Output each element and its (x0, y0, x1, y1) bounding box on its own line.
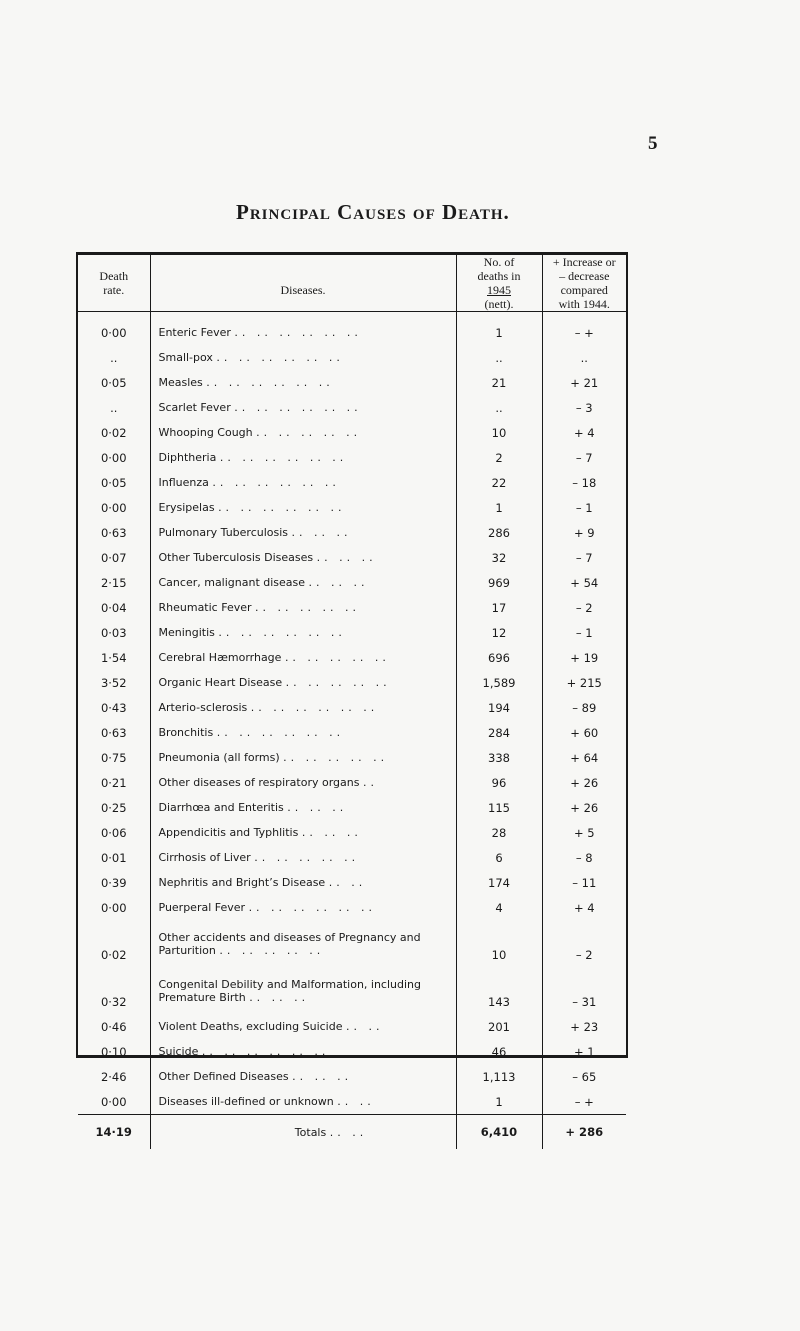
change-cell: – 1 (542, 620, 626, 645)
table-row (78, 920, 626, 967)
disease-name: Cerebral Hæmorrhage (158, 651, 282, 664)
table-header-row (78, 255, 626, 312)
disease-name: Suicide (158, 1045, 199, 1058)
change-cell: – + (542, 312, 626, 346)
deaths-cell: .. (456, 395, 542, 420)
leader-dots: .. .. .. (287, 801, 348, 814)
leader-dots: .. .. (328, 876, 367, 889)
death-rate-cell: 0·00 (100, 325, 127, 340)
deaths-cell: 28 (456, 820, 542, 845)
table-row (78, 895, 626, 920)
page-title: Principal Causes of Death. (236, 200, 510, 224)
disease-name: Violent Deaths, excluding Suicide (158, 1020, 343, 1033)
deaths-cell: 143 (456, 967, 542, 1014)
table-row (78, 1039, 626, 1064)
change-cell: – 11 (542, 870, 626, 895)
change-cell: – 2 (542, 595, 626, 620)
change-cell: + 26 (542, 795, 626, 820)
disease-name: Puerperal Fever (158, 901, 246, 914)
disease-cell (150, 967, 456, 1014)
totals-label: Totals (294, 1125, 327, 1139)
disease-cell (150, 1089, 456, 1115)
deaths-cell: 22 (456, 470, 542, 495)
leader-dots: .. .. .. (291, 526, 352, 539)
leader-dots: .. .. .. .. .. .. (216, 726, 345, 739)
disease-cell (150, 345, 456, 370)
table-row (78, 470, 626, 495)
disease-cell (150, 1014, 456, 1039)
deaths-cell: 286 (456, 520, 542, 545)
disease-cell (150, 545, 456, 570)
change-cell: – 8 (542, 845, 626, 870)
death-rate-cell: 0·04 (100, 600, 127, 615)
change-cell: – 3 (542, 395, 626, 420)
disease-name: Erysipelas (158, 501, 215, 514)
leader-dots: .. .. .. .. .. (285, 676, 391, 689)
death-rate-cell: 0·05 (100, 475, 127, 490)
disease-name: Pulmonary Tuberculosis (158, 526, 289, 539)
leader-dots: .. .. .. (301, 826, 362, 839)
death-rate-cell: .. (110, 400, 118, 415)
causes-of-death-table (76, 252, 628, 1139)
table-row (78, 595, 626, 620)
leader-dots: .. .. .. .. .. .. (234, 326, 362, 339)
change-cell: + 21 (542, 370, 626, 395)
table-row (78, 620, 626, 645)
table-row (78, 670, 626, 695)
change-cell: + 64 (542, 745, 626, 770)
change-cell: – 7 (542, 545, 626, 570)
disease-name: Cirrhosis of Liver (158, 851, 251, 864)
table-row (78, 495, 626, 520)
disease-cell (150, 720, 456, 745)
table-row (78, 370, 626, 395)
table-row (78, 395, 626, 420)
deaths-cell: 2 (456, 445, 542, 470)
disease-name: Influenza (158, 476, 209, 489)
change-cell: – 65 (542, 1064, 626, 1089)
disease-cell (150, 845, 456, 870)
change-cell: + 215 (542, 670, 626, 695)
disease-name: Cancer, malignant disease (158, 576, 306, 589)
disease-cell (150, 870, 456, 895)
leader-dots: .. .. .. (308, 576, 369, 589)
death-rate-cell: 0·00 (100, 500, 127, 515)
death-rate-cell: 3·52 (100, 675, 127, 690)
table-row (78, 870, 626, 895)
change-cell: – 7 (542, 445, 626, 470)
death-rate-cell: 2·15 (100, 575, 127, 590)
change-cell: – 2 (542, 920, 626, 967)
leader-dots: .. .. .. .. .. .. (206, 376, 334, 389)
deaths-cell: 115 (456, 795, 542, 820)
death-rate-cell: 0·00 (100, 900, 127, 915)
death-rate-cell: 0·06 (100, 825, 127, 840)
totals-row (78, 1115, 626, 1150)
change-cell: – 31 (542, 967, 626, 1014)
deaths-cell: 284 (456, 720, 542, 745)
disease-name: Diarrhœa and Enteritis (158, 801, 284, 814)
disease-cell (150, 370, 456, 395)
death-rate-cell: 0·02 (100, 425, 127, 440)
change-cell: + 4 (542, 420, 626, 445)
deaths-cell: 1 (456, 312, 542, 346)
deaths-cell: 21 (456, 370, 542, 395)
leader-dots: .. .. .. .. .. .. (212, 476, 340, 489)
disease-cell (150, 670, 456, 695)
header-change: + Increase or – decrease compared with 1944. (542, 255, 626, 312)
leader-dots: .. .. .. .. .. .. (218, 501, 346, 514)
disease-name: Nephritis and Bright’s Disease (158, 876, 326, 889)
disease-cell (150, 520, 456, 545)
deaths-cell: 96 (456, 770, 542, 795)
table-row (78, 795, 626, 820)
death-rate-cell: 1·54 (100, 650, 127, 665)
disease-name: Arterio-sclerosis (158, 701, 248, 714)
death-rate-cell: 0·01 (100, 850, 127, 865)
death-rate-cell: 0·39 (100, 875, 127, 890)
total-deaths: 6,410 (456, 1115, 542, 1150)
death-rate-cell: 0·63 (100, 525, 127, 540)
change-cell: + 19 (542, 645, 626, 670)
disease-name: Congenital Debility and Malformation, including Premature Birth (158, 977, 422, 1004)
header-death-rate: Death rate. (78, 255, 150, 312)
death-rate-cell: 0·21 (100, 775, 127, 790)
disease-cell (150, 645, 456, 670)
death-rate-cell: 0·03 (100, 625, 127, 640)
leader-dots: .. .. .. .. .. (254, 851, 360, 864)
change-cell: + 4 (542, 895, 626, 920)
table-row (78, 645, 626, 670)
deaths-cell: 1,589 (456, 670, 542, 695)
leader-dots: .. .. (329, 1125, 368, 1139)
disease-cell (150, 312, 456, 346)
leader-dots: .. .. (337, 1095, 375, 1108)
change-cell: – 89 (542, 695, 626, 720)
deaths-cell: 201 (456, 1014, 542, 1039)
death-rate-cell: .. (110, 350, 118, 365)
table-row (78, 345, 626, 370)
disease-name: Scarlet Fever (158, 401, 231, 414)
total-change: + 286 (542, 1115, 626, 1150)
deaths-cell: 17 (456, 595, 542, 620)
leader-dots: .. .. .. .. .. .. (218, 626, 346, 639)
table-row (78, 967, 626, 1014)
death-rate-cell: 0·02 (100, 948, 127, 962)
disease-cell (150, 745, 456, 770)
disease-cell (150, 795, 456, 820)
death-rate-cell: 0·07 (100, 550, 127, 565)
disease-name: Diseases ill-defined or unknown (158, 1095, 334, 1108)
deaths-cell: 194 (456, 695, 542, 720)
deaths-cell: 10 (456, 920, 542, 967)
leader-dots: .. .. .. (316, 551, 377, 564)
leader-dots: .. .. .. .. .. (256, 426, 362, 439)
disease-cell (150, 470, 456, 495)
table-row (78, 312, 626, 346)
disease-cell (150, 570, 456, 595)
disease-cell (150, 495, 456, 520)
disease-name: Pneumonia (all forms) (158, 751, 280, 764)
disease-cell (150, 770, 456, 795)
table-row (78, 545, 626, 570)
deaths-cell: 6 (456, 845, 542, 870)
deaths-cell: 1 (456, 495, 542, 520)
change-cell: + 54 (542, 570, 626, 595)
table-row (78, 695, 626, 720)
deaths-cell: 32 (456, 545, 542, 570)
leader-dots: .. .. .. .. .. .. (216, 351, 344, 364)
death-rate-cell: 0·32 (100, 995, 127, 1009)
leader-dots: .. .. .. .. .. .. (201, 1045, 330, 1058)
disease-name: Measles (158, 376, 203, 389)
table-row (78, 1064, 626, 1089)
leader-dots: .. .. .. .. .. .. (248, 901, 377, 914)
table-row (78, 820, 626, 845)
change-cell: – + (542, 1089, 626, 1115)
table-row (78, 420, 626, 445)
change-cell: + 60 (542, 720, 626, 745)
change-cell: + 5 (542, 820, 626, 845)
deaths-cell: 46 (456, 1039, 542, 1064)
disease-name: Diphtheria (158, 451, 217, 464)
deaths-cell: 338 (456, 745, 542, 770)
leader-dots: .. .. .. (292, 1070, 353, 1083)
table-row (78, 520, 626, 545)
death-rate-cell: 0·43 (100, 700, 127, 715)
deaths-cell: 4 (456, 895, 542, 920)
disease-name: Other accidents and diseases of Pregnancy and Parturition (158, 930, 421, 957)
leader-dots: .. .. .. .. .. .. (219, 451, 348, 464)
deaths-cell: 696 (456, 645, 542, 670)
death-rate-cell: 0·05 (100, 375, 127, 390)
leader-dots: .. .. .. .. .. .. (250, 701, 379, 714)
page-number: 5 (648, 133, 658, 154)
death-rate-cell: 0·63 (100, 725, 127, 740)
leader-dots: .. .. .. .. .. (284, 651, 390, 664)
disease-cell (150, 420, 456, 445)
disease-name: Small-pox (158, 351, 213, 364)
disease-name: Other Defined Diseases (158, 1070, 289, 1083)
deaths-cell: 12 (456, 620, 542, 645)
table-row (78, 745, 626, 770)
deaths-cell: 174 (456, 870, 542, 895)
change-cell: + 9 (542, 520, 626, 545)
deaths-cell: 1,113 (456, 1064, 542, 1089)
disease-name: Bronchitis (158, 726, 214, 739)
table-row (78, 720, 626, 745)
change-cell: + 1 (542, 1039, 626, 1064)
change-cell: – 18 (542, 470, 626, 495)
total-death-rate: 14·19 (78, 1115, 150, 1150)
leader-dots: .. (362, 776, 378, 789)
deaths-cell: 969 (456, 570, 542, 595)
change-cell: + 26 (542, 770, 626, 795)
leader-dots: .. .. .. .. .. (219, 943, 325, 957)
disease-cell (150, 1064, 456, 1089)
change-cell: + 23 (542, 1014, 626, 1039)
disease-cell (150, 1039, 456, 1064)
disease-name: Appendicitis and Typhlitis (158, 826, 299, 839)
disease-name: Rheumatic Fever (158, 601, 252, 614)
death-rate-cell: 0·46 (100, 1019, 127, 1034)
leader-dots: .. .. (345, 1020, 384, 1033)
disease-name: Meningitis (158, 626, 215, 639)
leader-dots: .. .. .. .. .. (255, 601, 360, 614)
deaths-cell: 1 (456, 1089, 542, 1115)
death-rate-cell: 0·10 (100, 1044, 127, 1059)
death-rate-cell: 2·46 (100, 1069, 127, 1084)
death-rate-cell: 0·00 (100, 1094, 127, 1109)
disease-cell (150, 595, 456, 620)
deaths-cell: .. (456, 345, 542, 370)
disease-cell (150, 820, 456, 845)
disease-cell (150, 920, 456, 967)
totals-label-cell (150, 1115, 456, 1150)
table-row (78, 1089, 626, 1115)
disease-name: Enteric Fever (158, 326, 231, 339)
leader-dots: .. .. .. .. .. .. (234, 401, 362, 414)
disease-name: Whooping Cough (158, 426, 253, 439)
disease-name: Other Tuberculosis Diseases (158, 551, 314, 564)
table-row (78, 445, 626, 470)
disease-name: Other diseases of respiratory organs (158, 776, 360, 789)
disease-cell (150, 445, 456, 470)
death-rate-cell: 0·00 (100, 450, 127, 465)
header-diseases: Diseases. (150, 255, 456, 312)
disease-cell (150, 695, 456, 720)
disease-cell (150, 395, 456, 420)
disease-cell (150, 895, 456, 920)
death-rate-cell: 0·75 (100, 750, 127, 765)
leader-dots: .. .. .. (249, 990, 310, 1004)
table-row (78, 845, 626, 870)
header-deaths: No. of deaths in 1945 (nett). (456, 255, 542, 312)
change-cell: .. (542, 345, 626, 370)
death-rate-cell: 0·25 (100, 800, 127, 815)
change-cell: – 1 (542, 495, 626, 520)
table-row (78, 1014, 626, 1039)
deaths-cell: 10 (456, 420, 542, 445)
table-row (78, 570, 626, 595)
table-row (78, 770, 626, 795)
disease-name: Organic Heart Disease (158, 676, 283, 689)
disease-cell (150, 620, 456, 645)
leader-dots: .. .. .. .. .. (283, 751, 389, 764)
